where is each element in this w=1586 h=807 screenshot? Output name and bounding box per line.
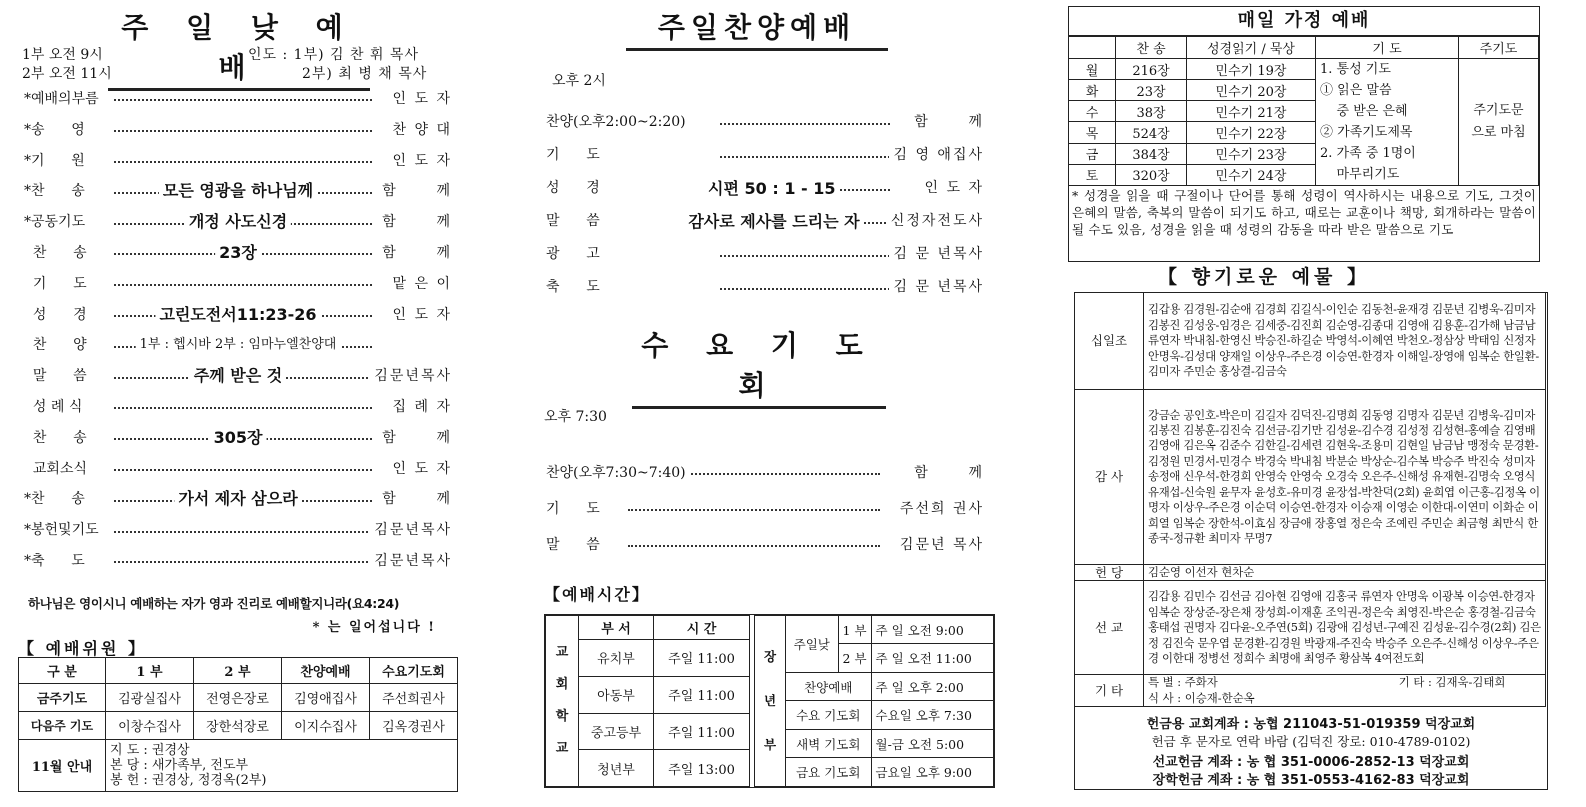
- offering-table: [1074, 292, 1546, 707]
- order-person: 김문년목사: [370, 515, 452, 546]
- adult-time: 금요일 오후 9:00: [871, 758, 993, 787]
- order-row: [540, 527, 990, 563]
- adult-time: 주 일 오전 11:00: [871, 644, 993, 672]
- leader-dots: [114, 469, 372, 471]
- school-time: 주일 11:00: [654, 640, 750, 677]
- november-label: 11월 안내: [19, 740, 106, 792]
- adult-label-char: 년: [763, 693, 777, 708]
- order-person: 함 께: [378, 176, 452, 207]
- school-dept: 청년부: [579, 750, 654, 787]
- november-line: 지 도 : 권경상: [110, 743, 190, 758]
- family-note: * 성경을 읽을 때 구절이나 단어를 통해 성령이 역사하시는 내용으로 기도, 그것이 은혜의 말씀, 축복의 말씀이 되기도 하고, 때로는 교훈이나 책망, 회개하라는 말씀이 될 수도 있음, 성경을 읽을 때 성령의 감동을 따라 받은 말씀으로 기도: [1072, 188, 1536, 237]
- committee-cell: 주선희권사: [370, 684, 458, 712]
- leader-dots: [114, 531, 372, 533]
- family-reading: 민수기 20장: [1187, 80, 1316, 101]
- service-time-2: 2부 오전 11시: [22, 66, 112, 82]
- adult-part: 1 부: [838, 616, 871, 644]
- family-box: [1068, 6, 1540, 262]
- adult-service: 금요 기도회: [786, 758, 872, 787]
- school-label-char: 학: [555, 709, 569, 724]
- order-person: 함 께: [910, 455, 984, 491]
- adult-time: 월-금 오전 5:00: [871, 729, 993, 757]
- family-reading: 민수기 22장: [1187, 122, 1316, 143]
- order-row: [18, 115, 458, 146]
- order-label: 교회소식: [24, 454, 91, 485]
- order-label: 축 도: [546, 271, 604, 304]
- order-label: 찬양(오후7:30~7:40): [546, 455, 690, 491]
- sunday-column: [18, 0, 458, 807]
- family-hymn: 38장: [1116, 101, 1187, 122]
- adult-label: [755, 616, 786, 787]
- order-row: [18, 176, 458, 207]
- leader-dots: [114, 407, 372, 409]
- order-label: 찬양(오후2:00~2:20): [546, 106, 690, 139]
- order-label: *축 도: [24, 546, 89, 577]
- praise-title: 주일찬양예배: [626, 6, 888, 51]
- order-item: 고린도전서11:23-26: [155, 300, 320, 331]
- adult-service: 찬양예배: [786, 672, 872, 700]
- order-label: 말 씀: [24, 361, 91, 392]
- order-label: 성 경: [546, 172, 604, 205]
- offering-names: 김갑용 김민수 김선금 김아현 김영애 김홍국 류연자 안명욱 이광복 이승연-한경자 임복순 장상준-장은채 장성희-이재훈 조익권-정은숙 최영진-박은순 홍경철-김금숙 홍태섭 권명자 김다윤-오주연(5회) 김광애 김성년-구예진 김성윤-김수경(2회) 김은정 김진숙 문우엽 문경환-김경원 박광재-주진숙 박승주 오은주-신해성 이상우-주은경 이한대 정병선 정희수 최명애 최영주 황삼복 4여전도회: [1144, 581, 1546, 675]
- church-account: 헌금용 교회계좌 : 농협 211043-51-019359 덕장교회: [1146, 717, 1476, 732]
- committee-cell: 전영은장로: [194, 684, 282, 712]
- order-item: 개정 사도신경: [185, 207, 291, 238]
- family-column: [1068, 0, 1568, 807]
- committee-cell: 김광실집사: [106, 684, 194, 712]
- family-day: 금: [1069, 143, 1116, 164]
- stand-note: * 는 일어섭니다 !: [312, 620, 436, 635]
- order-item: 305장: [210, 423, 267, 454]
- order-person: 김 문 년목사: [889, 271, 984, 304]
- november-line: 봉 헌 : 권경상, 정경옥(2부): [110, 773, 267, 788]
- committee-cell: 이창수집사: [106, 712, 194, 740]
- leader-dots: [720, 123, 890, 125]
- order-person: 신정자전도사: [887, 205, 984, 238]
- order-person: 김문년 목사: [896, 527, 984, 563]
- order-label: 말 씀: [546, 527, 604, 563]
- prayer-line: 1. 통성 기도: [1320, 62, 1391, 77]
- prayer-line: 마무리기도: [1320, 167, 1400, 182]
- school-label-char: 교: [555, 645, 569, 660]
- order-row: [18, 207, 458, 238]
- scholarship-account: 장학헌금 계좌 : 농 협 351-0553-4162-83 덕장교회: [1152, 773, 1470, 788]
- order-label: 기 도: [546, 139, 604, 172]
- order-label: *찬 송: [24, 484, 89, 515]
- offering-row: [1075, 581, 1546, 675]
- committee-cell: 장한석장로: [194, 712, 282, 740]
- offering-row: [1075, 293, 1546, 390]
- leader-dots: [114, 561, 372, 563]
- committee-cell: 이지수집사: [282, 712, 370, 740]
- order-person: 김문년목사: [370, 546, 452, 577]
- adult-service: 새벽 기도회: [786, 729, 872, 757]
- offering-category: 선 교: [1075, 581, 1144, 675]
- prayer-line: ② 가족기도제목: [1320, 125, 1413, 140]
- committee-head: 2 부: [194, 658, 282, 684]
- school-time: 주일 11:00: [654, 676, 750, 713]
- adult-row: [755, 701, 994, 729]
- committee-head: 구 분: [19, 658, 106, 684]
- leader-dots: [720, 288, 890, 290]
- family-day: 목: [1069, 122, 1116, 143]
- school-table: [545, 615, 750, 787]
- sunday-verse: 하나님은 영이시니 예배하는 자가 영과 진리로 예배할지니라(요4:24): [28, 596, 400, 611]
- order-label: 기 도: [24, 269, 91, 300]
- family-prayer: [1316, 59, 1459, 186]
- leader-dots: [114, 130, 372, 132]
- offering-frame: [1074, 292, 1548, 790]
- order-row: [540, 139, 990, 172]
- adult-part: 2 부: [838, 644, 871, 672]
- order-label: 성 례 식: [24, 392, 86, 423]
- offering-category: 기 타: [1075, 675, 1144, 707]
- leader-dots: [720, 255, 890, 257]
- order-person: 인 도 자: [921, 172, 984, 205]
- order-label: 말 씀: [546, 205, 604, 238]
- leader-2: 2부) 최 병 채 목사: [302, 66, 428, 82]
- family-head: [1069, 37, 1116, 59]
- order-row: [18, 146, 458, 177]
- november-info: [106, 740, 458, 792]
- family-hymn: 524장: [1116, 122, 1187, 143]
- family-reading: 민수기 21장: [1187, 101, 1316, 122]
- wednesday-time: 오후 7:30: [544, 409, 607, 425]
- order-label: *공동기도: [24, 207, 89, 238]
- order-person: 찬 양 대: [389, 115, 452, 146]
- school-time: 주일 13:00: [654, 750, 750, 787]
- family-row: [1069, 59, 1539, 80]
- order-label: 찬 송: [24, 238, 91, 269]
- leader-1: 인도 : 1부) 김 찬 휘 목사: [248, 47, 419, 63]
- order-item: 모든 영광을 하나님께: [159, 176, 317, 207]
- order-row: [18, 361, 458, 392]
- offering-names: 김갑용 김경원-김순애 김경희 김길식-이인순 김동천-윤재경 김문년 김병욱-김미자 김봉진 김성웅-임경은 김세중-김진희 김순영-김종대 김영애 김용훈-김가해 남금남 류연자 박내침-한영신 박승진-하길순 박영석-이혜연 박천오-정삼상 박태임 신정자 안명욱-김성대 양재일 이상우-주은경 이승연-한경자 이해일-장영애 임복순 한일환-김미자 주민순 홍상결-김금숙: [1144, 293, 1546, 390]
- offering-names: 강금순 공인호-박은미 김길자 김덕진-김명희 김동영 김명자 김문년 김병욱-김미자 김봉진 김봉훈-김진숙 김선금-김기만 김성윤-김수경 김성정 김성현-홍예슬 김영배 김영애 김은옥 김준수 김한길-김세련 김현욱-조용미 김현일 남금남 맹정숙 문경환-김정원 민경서-민경수 박경숙 박내침 박분순 박상순-김수복 박승주 박진숙 성미자 송정애 신우석-한경희 안영숙 안영숙 오경숙 오은주-신해성 유재현-김명숙 오영식 유재섭-신숙원 윤무자 윤성호-유미경 윤장섭-박찬덕(2회) 윤희엽 이근홍-김정옥 이명자 이상우-주은경 이순덕 이승연-한경자 이승재 이영순 이한대-이연미 이화순 이희열 임복순 장한석-이효심 장금애 장홍열 정은숙 조예린 주민순 최금형 최만식 한종국-정규환 최미자 무명7: [1144, 390, 1546, 565]
- order-row: [18, 238, 458, 269]
- order-person: 맡 은 이: [389, 269, 452, 300]
- sunday-order-list: [18, 84, 458, 577]
- family-head: 찬 송: [1116, 37, 1187, 59]
- order-row: [540, 106, 990, 139]
- school-dept: 아동부: [579, 676, 654, 713]
- november-row: [19, 740, 458, 792]
- offering-category: 십일조: [1075, 293, 1144, 390]
- offering-category: 감 사: [1075, 390, 1144, 565]
- order-person: 인 도 자: [389, 454, 452, 485]
- order-row: [540, 238, 990, 271]
- family-day: 화: [1069, 80, 1116, 101]
- leader-dots: [114, 161, 372, 163]
- committee-cell: 김옥경권사: [370, 712, 458, 740]
- leader-dots: [114, 99, 372, 101]
- order-row: [540, 455, 990, 491]
- school-label-char: 회: [555, 677, 569, 692]
- school-head: 부 서: [579, 616, 654, 640]
- family-table: [1068, 36, 1539, 186]
- order-row: [18, 546, 458, 577]
- adult-time: 주 일 오전 9:00: [871, 616, 993, 644]
- offering-row: [1075, 390, 1546, 565]
- family-head: 성경읽기 / 묵상: [1187, 37, 1316, 59]
- order-row: [18, 330, 458, 361]
- family-day: 월: [1069, 59, 1116, 80]
- order-item: 1부 : 헵시바 2부 : 임마누엘찬양대: [136, 330, 341, 361]
- family-hymn: 384장: [1116, 143, 1187, 164]
- family-head: 주기도: [1459, 37, 1539, 59]
- committee-cell: 다음주 기도: [19, 712, 106, 740]
- family-reading: 민수기 24장: [1187, 164, 1316, 185]
- order-row: [540, 205, 990, 238]
- order-label: 광 고: [546, 238, 604, 271]
- mission-account: 선교헌금 계좌 : 농 협 351-0006-2852-13 덕장교회: [1152, 755, 1470, 770]
- order-person: 김 문 년목사: [889, 238, 984, 271]
- committee-head: 수요기도회: [370, 658, 458, 684]
- school-head: 시 간: [654, 616, 750, 640]
- order-label: *예배의부름: [24, 84, 103, 115]
- order-label: *찬 송: [24, 176, 89, 207]
- order-item: 23장: [215, 238, 261, 269]
- adult-label-char: 장: [763, 649, 777, 664]
- family-hymn: 23장: [1116, 80, 1187, 101]
- order-person: 함 께: [378, 484, 452, 515]
- praise-order-list: [540, 106, 990, 304]
- offering-names: 특 별 : 주화자 기 타 : 김재욱-김태희 식 사 : 이승재-한순옥: [1144, 675, 1546, 707]
- order-person: 인 도 자: [389, 84, 452, 115]
- adult-label-char: 부: [763, 737, 777, 752]
- order-row: [18, 484, 458, 515]
- committee-head: 찬양예배: [282, 658, 370, 684]
- family-reading: 민수기 23장: [1187, 143, 1316, 164]
- order-person: 함 께: [378, 207, 452, 238]
- adult-time: 수요일 오후 7:30: [871, 701, 993, 729]
- adult-service: 수요 기도회: [786, 701, 872, 729]
- family-hymn: 216장: [1116, 59, 1187, 80]
- adult-row: [755, 758, 994, 787]
- order-row: [540, 491, 990, 527]
- order-label: *기 원: [24, 146, 89, 177]
- school-time: 주일 11:00: [654, 713, 750, 750]
- order-row: [540, 271, 990, 304]
- order-person: 김 영 애집사: [889, 139, 984, 172]
- prayer-line: ① 읽은 말씀: [1320, 83, 1392, 98]
- leader-dots: [720, 156, 890, 158]
- order-row: [18, 515, 458, 546]
- family-lords-prayer: 주기도문 으로 마침: [1459, 59, 1539, 186]
- family-day: 수: [1069, 101, 1116, 122]
- adult-time: 주 일 오후 2:00: [871, 672, 993, 700]
- leader-dots: [114, 284, 372, 286]
- school-label-char: 교: [555, 741, 569, 756]
- family-reading: 민수기 19장: [1187, 59, 1316, 80]
- order-person: 인 도 자: [389, 300, 452, 331]
- order-row: [540, 172, 990, 205]
- account-note: 헌금 후 문자로 연락 바람 (김덕진 장로: 010-4789-0102): [1151, 734, 1471, 749]
- order-row: [18, 300, 458, 331]
- order-label: 기 도: [546, 491, 604, 527]
- order-item: 시편 50 : 1 - 15: [704, 172, 839, 205]
- order-row: [18, 84, 458, 115]
- order-item: 감사로 제사를 드리는 자: [684, 205, 863, 238]
- school-dept: 유치부: [579, 640, 654, 677]
- offering-title: 【 향기로운 예물 】: [1158, 266, 1370, 288]
- adult-row: [755, 729, 994, 757]
- committee-row: [19, 684, 458, 712]
- adult-row: [755, 616, 994, 644]
- wednesday-title: 수 요 기 도 회: [632, 324, 886, 409]
- service-time-1: 1부 오전 9시: [22, 47, 103, 63]
- order-person: 주선희 권사: [896, 491, 984, 527]
- committee-cell: 김영애집사: [282, 684, 370, 712]
- committee-head: 1 부: [106, 658, 194, 684]
- order-row: [18, 423, 458, 454]
- order-person: 집 례 자: [389, 392, 452, 423]
- november-line: 본 당 : 새가족부, 전도부: [110, 758, 249, 773]
- committee-table: [18, 657, 458, 792]
- adult-row: [755, 672, 994, 700]
- order-label: 찬 양: [24, 330, 91, 361]
- order-row: [18, 392, 458, 423]
- offering-category: 헌 당: [1075, 565, 1144, 581]
- school-header-row: [546, 616, 750, 640]
- order-label: *봉헌및기도: [24, 515, 103, 546]
- order-item: 가서 제자 삼으라: [174, 484, 301, 515]
- order-person: 함 께: [910, 106, 984, 139]
- adult-service: 주일낮: [786, 616, 839, 673]
- order-person: 함 께: [378, 423, 452, 454]
- family-title: 매일 가정 예배: [1069, 7, 1539, 36]
- order-person: 함 께: [378, 238, 452, 269]
- family-hymn: 320장: [1116, 164, 1187, 185]
- committee-title: 【 예배위원 】: [18, 639, 147, 658]
- family-day: 토: [1069, 164, 1116, 185]
- order-person: 김문년목사: [370, 361, 452, 392]
- family-head: 기 도: [1316, 37, 1459, 59]
- sunday-title: 주 일 낮 예 배: [108, 6, 370, 91]
- family-header-row: [1069, 37, 1539, 59]
- prayer-line: 중 받은 은혜: [1320, 104, 1408, 119]
- committee-cell: 금주기도: [19, 684, 106, 712]
- school-dept: 중고등부: [579, 713, 654, 750]
- order-label: 찬 송: [24, 423, 91, 454]
- order-label: 성 경: [24, 300, 91, 331]
- order-person: 인 도 자: [389, 146, 452, 177]
- order-label: *송 영: [24, 115, 89, 146]
- schedule-frame: [544, 614, 995, 788]
- leader-dots: [628, 509, 880, 511]
- leader-dots: [628, 545, 880, 547]
- adult-table: [754, 615, 994, 787]
- committee-row: [19, 712, 458, 740]
- offering-row: [1075, 565, 1546, 581]
- offering-names: 김순영 이선자 현차순: [1144, 565, 1546, 581]
- schedule-title: 【예배시간】: [544, 585, 650, 604]
- praise-time: 오후 2시: [552, 73, 606, 89]
- order-row: [18, 454, 458, 485]
- prayer-line: 2. 가족 중 1명이: [1320, 146, 1416, 161]
- order-row: [18, 269, 458, 300]
- order-item: 주께 받은 것: [190, 361, 286, 392]
- committee-header-row: [19, 658, 458, 684]
- wednesday-order-list: [540, 455, 990, 563]
- school-label: [546, 616, 579, 787]
- praise-column: [540, 0, 1000, 807]
- offering-row: [1075, 675, 1546, 707]
